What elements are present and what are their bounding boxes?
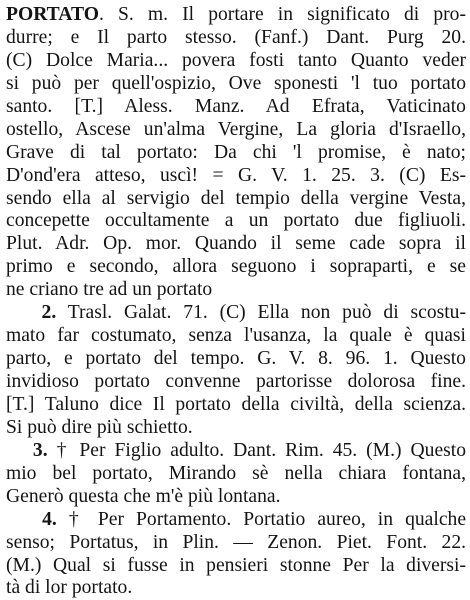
entry-text: mio bel portato, Mirando sè nella chiara fontana, — [6, 462, 466, 484]
entry-text: D'ond'era atteso, uscì! = — [6, 164, 239, 186]
entry-text: in Plin. — Zenon. Piet. Font. — [152, 531, 428, 553]
entry-text: primo e secondo, allora seguono i sopraparti, e se — [6, 256, 466, 278]
entry-line — [6, 302, 466, 325]
entry-text: 22. — [427, 531, 466, 553]
entry-text: Taluno dice — [44, 393, 143, 415]
entry-line — [6, 394, 466, 417]
entry-bold-text: 3. — [32, 439, 48, 461]
entry-text: [T.] — [6, 393, 45, 415]
entry-text: Grave di tal portato: Da chi 'l promise, è nato; — [6, 141, 466, 163]
entry-text: Plut. Adr. Op. mor. — [6, 233, 182, 255]
entry-text-block — [6, 4, 466, 600]
entry-text: Aless. Manz. — [124, 95, 245, 117]
entry-text: . — [98, 4, 118, 25]
entry-line — [6, 73, 466, 96]
entry-text: santo. [T.] — [6, 95, 125, 117]
entry-line — [6, 256, 466, 279]
entry-text: Per Figlio adulto. Dant. Rim. — [79, 439, 324, 461]
entry-line — [6, 96, 466, 119]
entry-text: invidioso portato convenne partorisse dolorosa fine. — [6, 371, 466, 392]
entry-line — [6, 325, 466, 348]
entry-text: Generò questa che m'è più lontana. — [6, 485, 281, 507]
entry-text: Per Portamento. — [97, 508, 232, 530]
entry-line — [6, 165, 466, 188]
entry-text: Quando il seme cade sopra il — [181, 233, 466, 255]
entry-text: G. V. — [238, 164, 288, 186]
entry-text: 8. 96. 1. Questo — [305, 348, 466, 370]
entry-text: Portatus, — [54, 531, 153, 553]
entry-text: G. V. — [257, 348, 306, 370]
entry-line — [6, 4, 466, 27]
entry-line — [6, 486, 466, 509]
entry-text: Il portato della civiltà, della scienza. — [142, 393, 466, 415]
entry-line — [6, 279, 466, 302]
entry-text: (C) — [6, 49, 33, 71]
entry-line — [6, 188, 466, 211]
entry-line — [6, 440, 466, 463]
entry-bold-text: 2. — [41, 302, 57, 324]
entry-text — [6, 440, 33, 461]
entry-text: ne criano tre ad un portato — [6, 279, 213, 301]
entry-text: parto, e portato del tempo. — [6, 348, 258, 370]
entry-text: ostello, Ascese un'alma Vergine, La gloria d'Israello, — [6, 118, 466, 140]
entry-text — [6, 302, 42, 323]
entry-line — [6, 555, 466, 578]
entry-line — [6, 417, 466, 440]
entry-line — [6, 142, 466, 165]
entry-text — [6, 509, 42, 530]
entry-text: senso; — [6, 531, 55, 553]
entry-line — [6, 119, 466, 142]
entry-line — [6, 509, 466, 532]
entry-line — [6, 371, 466, 394]
entry-text: concepette occultamente a un portato due figliuoli. — [6, 210, 466, 232]
entry-line — [6, 577, 466, 600]
entry-line — [6, 50, 466, 73]
entry-text: 45. (M.) Questo — [323, 439, 466, 461]
entry-text: Trasl. Galat. — [56, 302, 172, 324]
entry-line — [6, 463, 466, 486]
entry-text: † — [56, 508, 98, 530]
entry-text: Si può dire più schietto. — [6, 416, 193, 438]
entry-text: mato far costumato, senza l'usanza, la quale è quasi — [6, 325, 466, 347]
entry-text: si può per quell'ospizio, Ove sponesti 'l tuo portato — [6, 72, 466, 94]
entry-bold-text: 4. — [42, 508, 57, 530]
entry-text: tà di lor portato. — [6, 577, 133, 599]
entry-text: Dolce Maria... povera fosti tanto Quanto veder — [32, 49, 466, 71]
entry-text: Ad Efrata, Vaticinato — [244, 95, 466, 117]
entry-text: † — [47, 439, 80, 461]
entry-bold-text: PORTATO — [6, 4, 99, 25]
entry-text: Portatio — [231, 508, 318, 530]
entry-text: sendo ella al servigio del tempio della vergine Vesta, — [6, 187, 466, 209]
entry-text: Qual si fusse in pensieri stonne Per la diversi- — [41, 554, 466, 576]
entry-line — [6, 210, 466, 233]
entry-line — [6, 233, 466, 256]
entry-line — [6, 348, 466, 371]
entry-text: 20. — [423, 26, 466, 48]
entry-line — [6, 532, 466, 555]
entry-text: aureo, in qualche — [317, 508, 466, 530]
entry-text: (M.) — [6, 554, 42, 576]
entry-text: durre; e Il parto stesso. (Fanf.) Dant. Purg — [6, 26, 424, 48]
entry-text: S. m. Il portare in significato di pro- — [117, 4, 466, 25]
dictionary-entry — [6, 4, 466, 600]
entry-text: 1. 25. 3. (C) Es- — [287, 164, 466, 186]
entry-text: 71. (C) Ella non può di scostu- — [171, 302, 466, 324]
entry-line — [6, 27, 466, 50]
